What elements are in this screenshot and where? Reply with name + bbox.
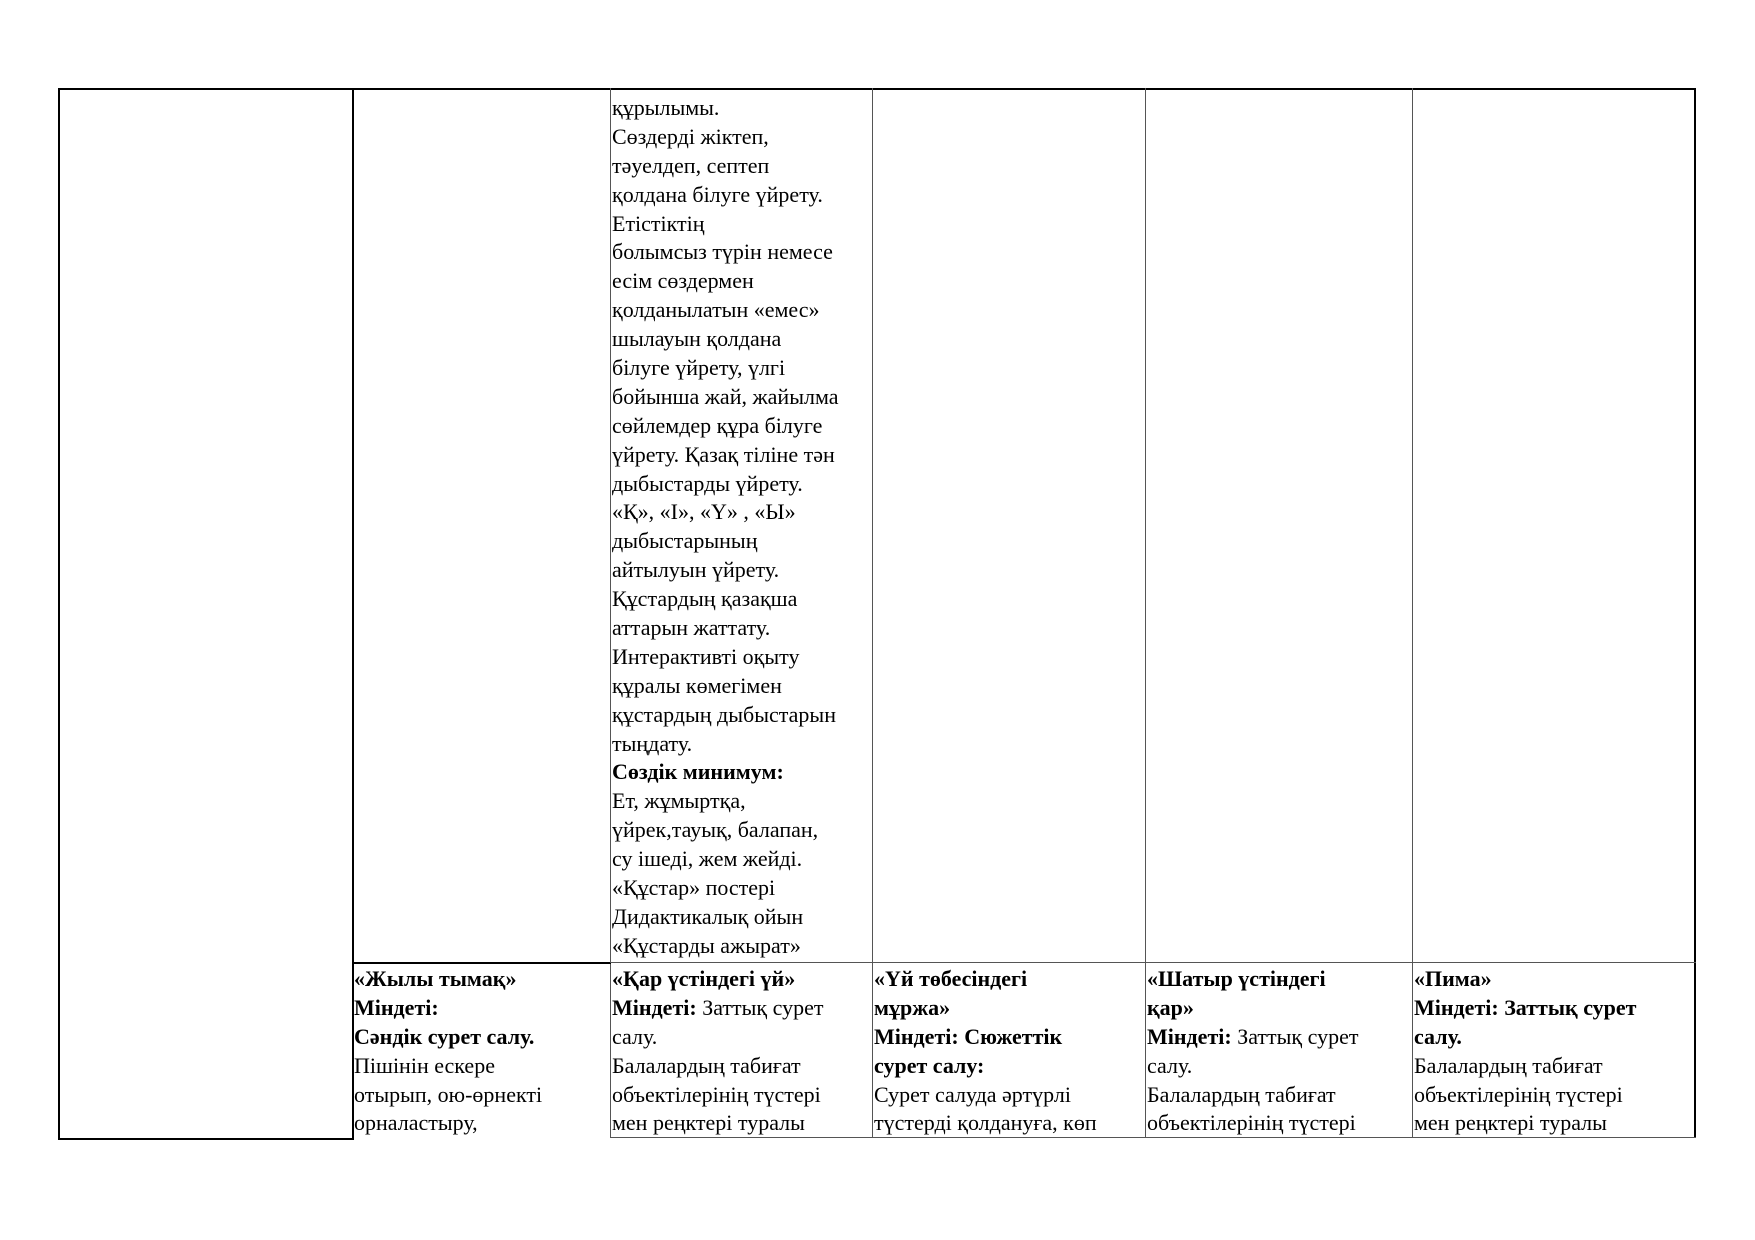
cell-title: мұржа» (874, 994, 951, 1020)
text-line: құралы көмегімен (612, 672, 782, 698)
task-value: сурет салу: (874, 1052, 985, 1078)
text-line: қолданылатын «емес» (612, 297, 820, 323)
text-line: Етістіктің (612, 210, 705, 236)
text-line: тыңдату. (612, 730, 693, 756)
text-line: отырып, ою-өрнекті (354, 1081, 543, 1107)
table-border-left (58, 88, 60, 1140)
column-divider-3 (872, 88, 873, 1138)
text-line: Пішінін ескере (354, 1052, 495, 1078)
column-divider-4 (1145, 88, 1146, 1138)
text-line: дыбыстарының (612, 528, 758, 554)
text-line: аттарын жаттату. (612, 615, 771, 641)
text-line: бойынша жай, жайылма (612, 383, 839, 409)
table-border-top (58, 88, 1696, 90)
text-line: дыбыстарды үйрету. (612, 470, 803, 496)
text-line: мен реңктері туралы (612, 1110, 805, 1136)
task-label: Міндеті: (1147, 1023, 1232, 1049)
table-border-right (1694, 88, 1696, 1138)
bottom-cell-2 (612, 965, 823, 1138)
task-label: Міндеті: Сюжеттік (874, 1023, 1063, 1049)
text-line: түстерді қолдануға, көп (874, 1110, 1097, 1136)
text-line: Интерактивті оқыту (612, 643, 800, 669)
task-value: Сәндік сурет салу. (354, 1023, 535, 1049)
cell-title: «Жылы тымақ» (354, 966, 517, 991)
cell-title: «Шатыр үстіндегі (1147, 966, 1326, 991)
text-line: үйрек,тауық, балапан, (612, 817, 819, 843)
text-line: Балалардың табиғат (1414, 1052, 1603, 1078)
text-line: объектілерінің түстері (612, 1081, 821, 1107)
vocabulary-heading: Сөздік минимум: (612, 759, 784, 785)
cell-title: «Үй төбесіндегі (874, 966, 1028, 991)
bottom-cell-3 (874, 965, 1097, 1138)
text-line: «Қ», «І», «Ү» , «Ы» (612, 499, 796, 525)
text-line: Сөздерді жіктеп, (612, 123, 769, 149)
text-line: Ет, жұмыртқа, (612, 788, 746, 814)
task-line (1147, 1023, 1358, 1052)
column-divider-2 (610, 88, 611, 1138)
text-line: Балалардың табиғат (612, 1052, 801, 1078)
row-divider-left (352, 962, 611, 964)
text-line: объектілерінің түстері (1414, 1081, 1623, 1107)
text-line: орналастыру, (354, 1110, 478, 1136)
text-line: тәуелдеп, септеп (612, 152, 770, 178)
text-line: шылауын қолдана (612, 326, 782, 352)
cell-title: «Пима» (1414, 966, 1492, 991)
column-divider-5 (1412, 88, 1413, 1138)
task-label: Міндеті: Заттық сурет (1414, 994, 1637, 1020)
text-line: Сурет салуда әртүрлі (874, 1081, 1071, 1107)
task-value: салу. (1147, 1052, 1193, 1078)
task-label: Міндеті: (354, 994, 439, 1020)
task-label: Міндеті: (612, 994, 697, 1020)
text-line: сөйлемдер құра білуге (612, 412, 823, 438)
task-value: Заттық сурет (1231, 1023, 1359, 1049)
text-line: «Құстар» постері (612, 875, 776, 901)
text-line: «Құстарды ажырат» (612, 932, 801, 958)
bottom-cell-5 (1414, 965, 1636, 1138)
text-line: объектілерінің түстері (1147, 1110, 1356, 1136)
text-line: Құстардың қазақша (612, 586, 798, 612)
task-line (612, 994, 823, 1023)
task-value: салу. (1414, 1023, 1462, 1049)
text-line: қолдана білуге үйрету. (612, 181, 823, 207)
text-line: үйрету. Қазақ тіліне тән (612, 441, 835, 467)
text-line: Балалардың табиғат (1147, 1081, 1336, 1107)
text-line: су ішеді, жем жейді. (612, 846, 803, 872)
top-row-content-cell (612, 94, 839, 961)
bottom-cell-4 (1147, 965, 1358, 1138)
text-line: есім сөздермен (612, 268, 754, 294)
text-line: білуге үйрету, үлгі (612, 355, 786, 381)
text-line: Дидактикалық ойын (612, 903, 804, 929)
cell-title: «Қар үстіндегі үй» (612, 966, 796, 991)
row-divider-right (610, 962, 1696, 963)
task-value: Заттық сурет (696, 994, 824, 1020)
task-value: салу. (612, 1023, 658, 1049)
text-line: құстардың дыбыстарын (612, 701, 836, 727)
cell-title: қар» (1147, 994, 1194, 1020)
table-bottom-left (58, 1138, 354, 1140)
text-line: болымсыз түрін немесе (612, 239, 833, 265)
bottom-cell-1 (354, 965, 542, 1138)
text-line: мен реңктері туралы (1414, 1110, 1607, 1136)
text-line: айтылуын үйрету. (612, 557, 780, 583)
text-line: құрылымы. (612, 95, 720, 120)
